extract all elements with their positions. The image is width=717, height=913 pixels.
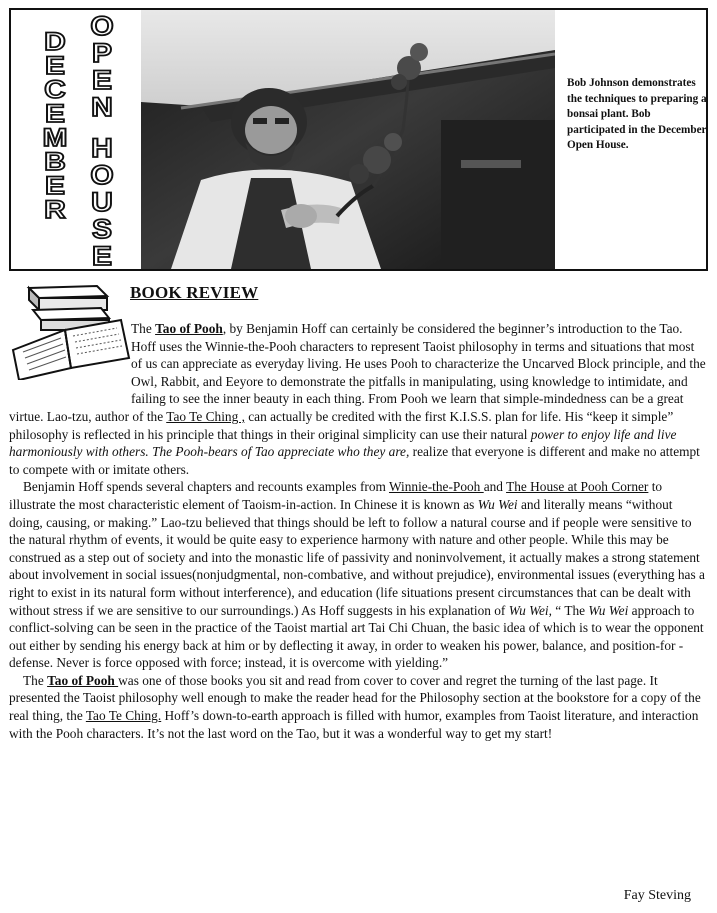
book-title-tao-te-ching: Tao Te Ching , bbox=[166, 408, 245, 424]
article-title: BOOK REVIEW bbox=[130, 283, 259, 302]
book-title-tao-te-ching: Tao Te Ching. bbox=[85, 708, 162, 724]
title-letter: S bbox=[91, 214, 112, 245]
title-letter: N bbox=[91, 92, 113, 123]
title-letter: E bbox=[44, 100, 65, 128]
italic-term: Wu Wei bbox=[588, 602, 629, 618]
december-vertical-title bbox=[36, 28, 74, 224]
text: and bbox=[483, 479, 507, 495]
illustration-spacer bbox=[9, 320, 131, 392]
italic-term: Wu Wei bbox=[477, 496, 518, 512]
text: approach to conflict-solving can be seen in the practice of the Taoist martial art Tai Chi Chuan, the basic idea of which is to wear the opponent out either by sending his energy back at him or by deflecting it away, in order to weaken his power, balance, and position-for -defense. Never is force opposed with force; instead, it is overcome with yielding.” bbox=[9, 602, 704, 671]
photo-caption: Bob Johnson demonstrates the techniques to preparing a bonsai plant. Bob participated in the December Open House. bbox=[567, 77, 707, 151]
title-gap bbox=[83, 121, 121, 134]
text: and literally means “without doing, causing, or making.” Lao-tzu believed that things should be left to follow a natural course and if people were sensitive to the natural rhythm of events, it would be quite easy to experience harmony with nature and other people. While this may be construed as a step out of society and into the monastic life of passivity and noninvolvement, it actually makes a strong statement about involvement in social issues(nonjudgmental, non-combative, and without prejudice), environmental issues (everything has a right to exist in its natural form without interference), and education (life situations present circumstances that can be dealt with without stress if we are sensitive to our surroundings.) As Hoff suggests in his explanation of bbox=[9, 496, 705, 618]
author-signature: Fay Steving bbox=[623, 888, 691, 903]
title-letter: R bbox=[44, 196, 66, 224]
title-letter: H bbox=[91, 133, 113, 164]
text: , by Benjamin Hoff can certainly be considered the beginner’s introduction to the Tao. Hoff uses the Winnie-the-Pooh characters to represent Taoist philosophy in terms and situations that most of us can appreciate as everyday living. He uses Pooh to characterize the Uncarved Block principle, and the Owl, Rabbit, and Eeyore to demonstrate the pitfalls in manipulating, using knowledge to intimidate, and failing to see the inner beauty in each thing. From Pooh we learn that simple-mindedness can be a great virtue. Lao-tzu, author of the bbox=[9, 321, 706, 424]
title-letter: E bbox=[91, 241, 112, 272]
text: The bbox=[131, 321, 156, 336]
book-title-tao-of-pooh: Tao of Pooh bbox=[47, 672, 119, 688]
title-letter: O bbox=[90, 11, 114, 42]
feature-box bbox=[9, 8, 708, 271]
title-letter: C bbox=[44, 76, 66, 104]
italic-text: power to enjoy life and live harmoniously with others. The Pooh-bears of Tao appreciate who they are, bbox=[9, 426, 677, 460]
title-letter: E bbox=[44, 52, 65, 80]
book-title-winnie-the-pooh: Winnie-the-Pooh bbox=[388, 479, 484, 495]
paragraph-2 bbox=[9, 478, 707, 672]
text: realize that everyone is different and make no attempt to compete with or imitate others. bbox=[9, 444, 700, 477]
text: The bbox=[23, 672, 48, 688]
title-letter: U bbox=[91, 187, 113, 218]
italic-term: Wu Wei, bbox=[508, 602, 552, 618]
text: to illustrate the most characteristic element of Taoism-in-action. In Chinese it is known as bbox=[9, 479, 663, 512]
text: Hoff’s down-to-earth approach is filled with humor, examples from Taoist literature, and interaction with the Pooh characters. It’s not the last word on the Tao, but it was a wonderful way to get my start! bbox=[9, 708, 699, 741]
article-body bbox=[9, 320, 707, 742]
title-letter: M bbox=[42, 124, 68, 152]
title-letter: E bbox=[91, 65, 112, 96]
title-letter: E bbox=[44, 172, 65, 200]
text: can actually be credited with the first K.I.S.S. plan for life. His “keep it simple” philosophy is reflected in his principle that things in their original simplicity can use their natural bbox=[9, 408, 674, 442]
book-title-tao-of-pooh: Tao of Pooh bbox=[155, 321, 223, 336]
text: was one of those books you sit and read from cover to cover and regret the turning of the last page. It presented the Taoist philosophy well enough to make the reader head for the Philosophy section at the bookstore for a copy of the real thing, the bbox=[9, 672, 701, 724]
title-letter: B bbox=[44, 148, 66, 176]
title-letter: O bbox=[90, 160, 114, 191]
title-letter: D bbox=[44, 28, 66, 56]
paragraph-3 bbox=[9, 672, 707, 742]
book-title-house-at-pooh-corner: The House at Pooh Corner bbox=[506, 479, 649, 495]
text: “ The bbox=[551, 602, 589, 618]
title-letter: P bbox=[91, 38, 112, 69]
bonsai-demonstration-photo bbox=[141, 10, 555, 269]
open-house-vertical-title bbox=[83, 11, 121, 272]
text: Benjamin Hoff spends several chapters and recounts examples from bbox=[23, 479, 389, 495]
